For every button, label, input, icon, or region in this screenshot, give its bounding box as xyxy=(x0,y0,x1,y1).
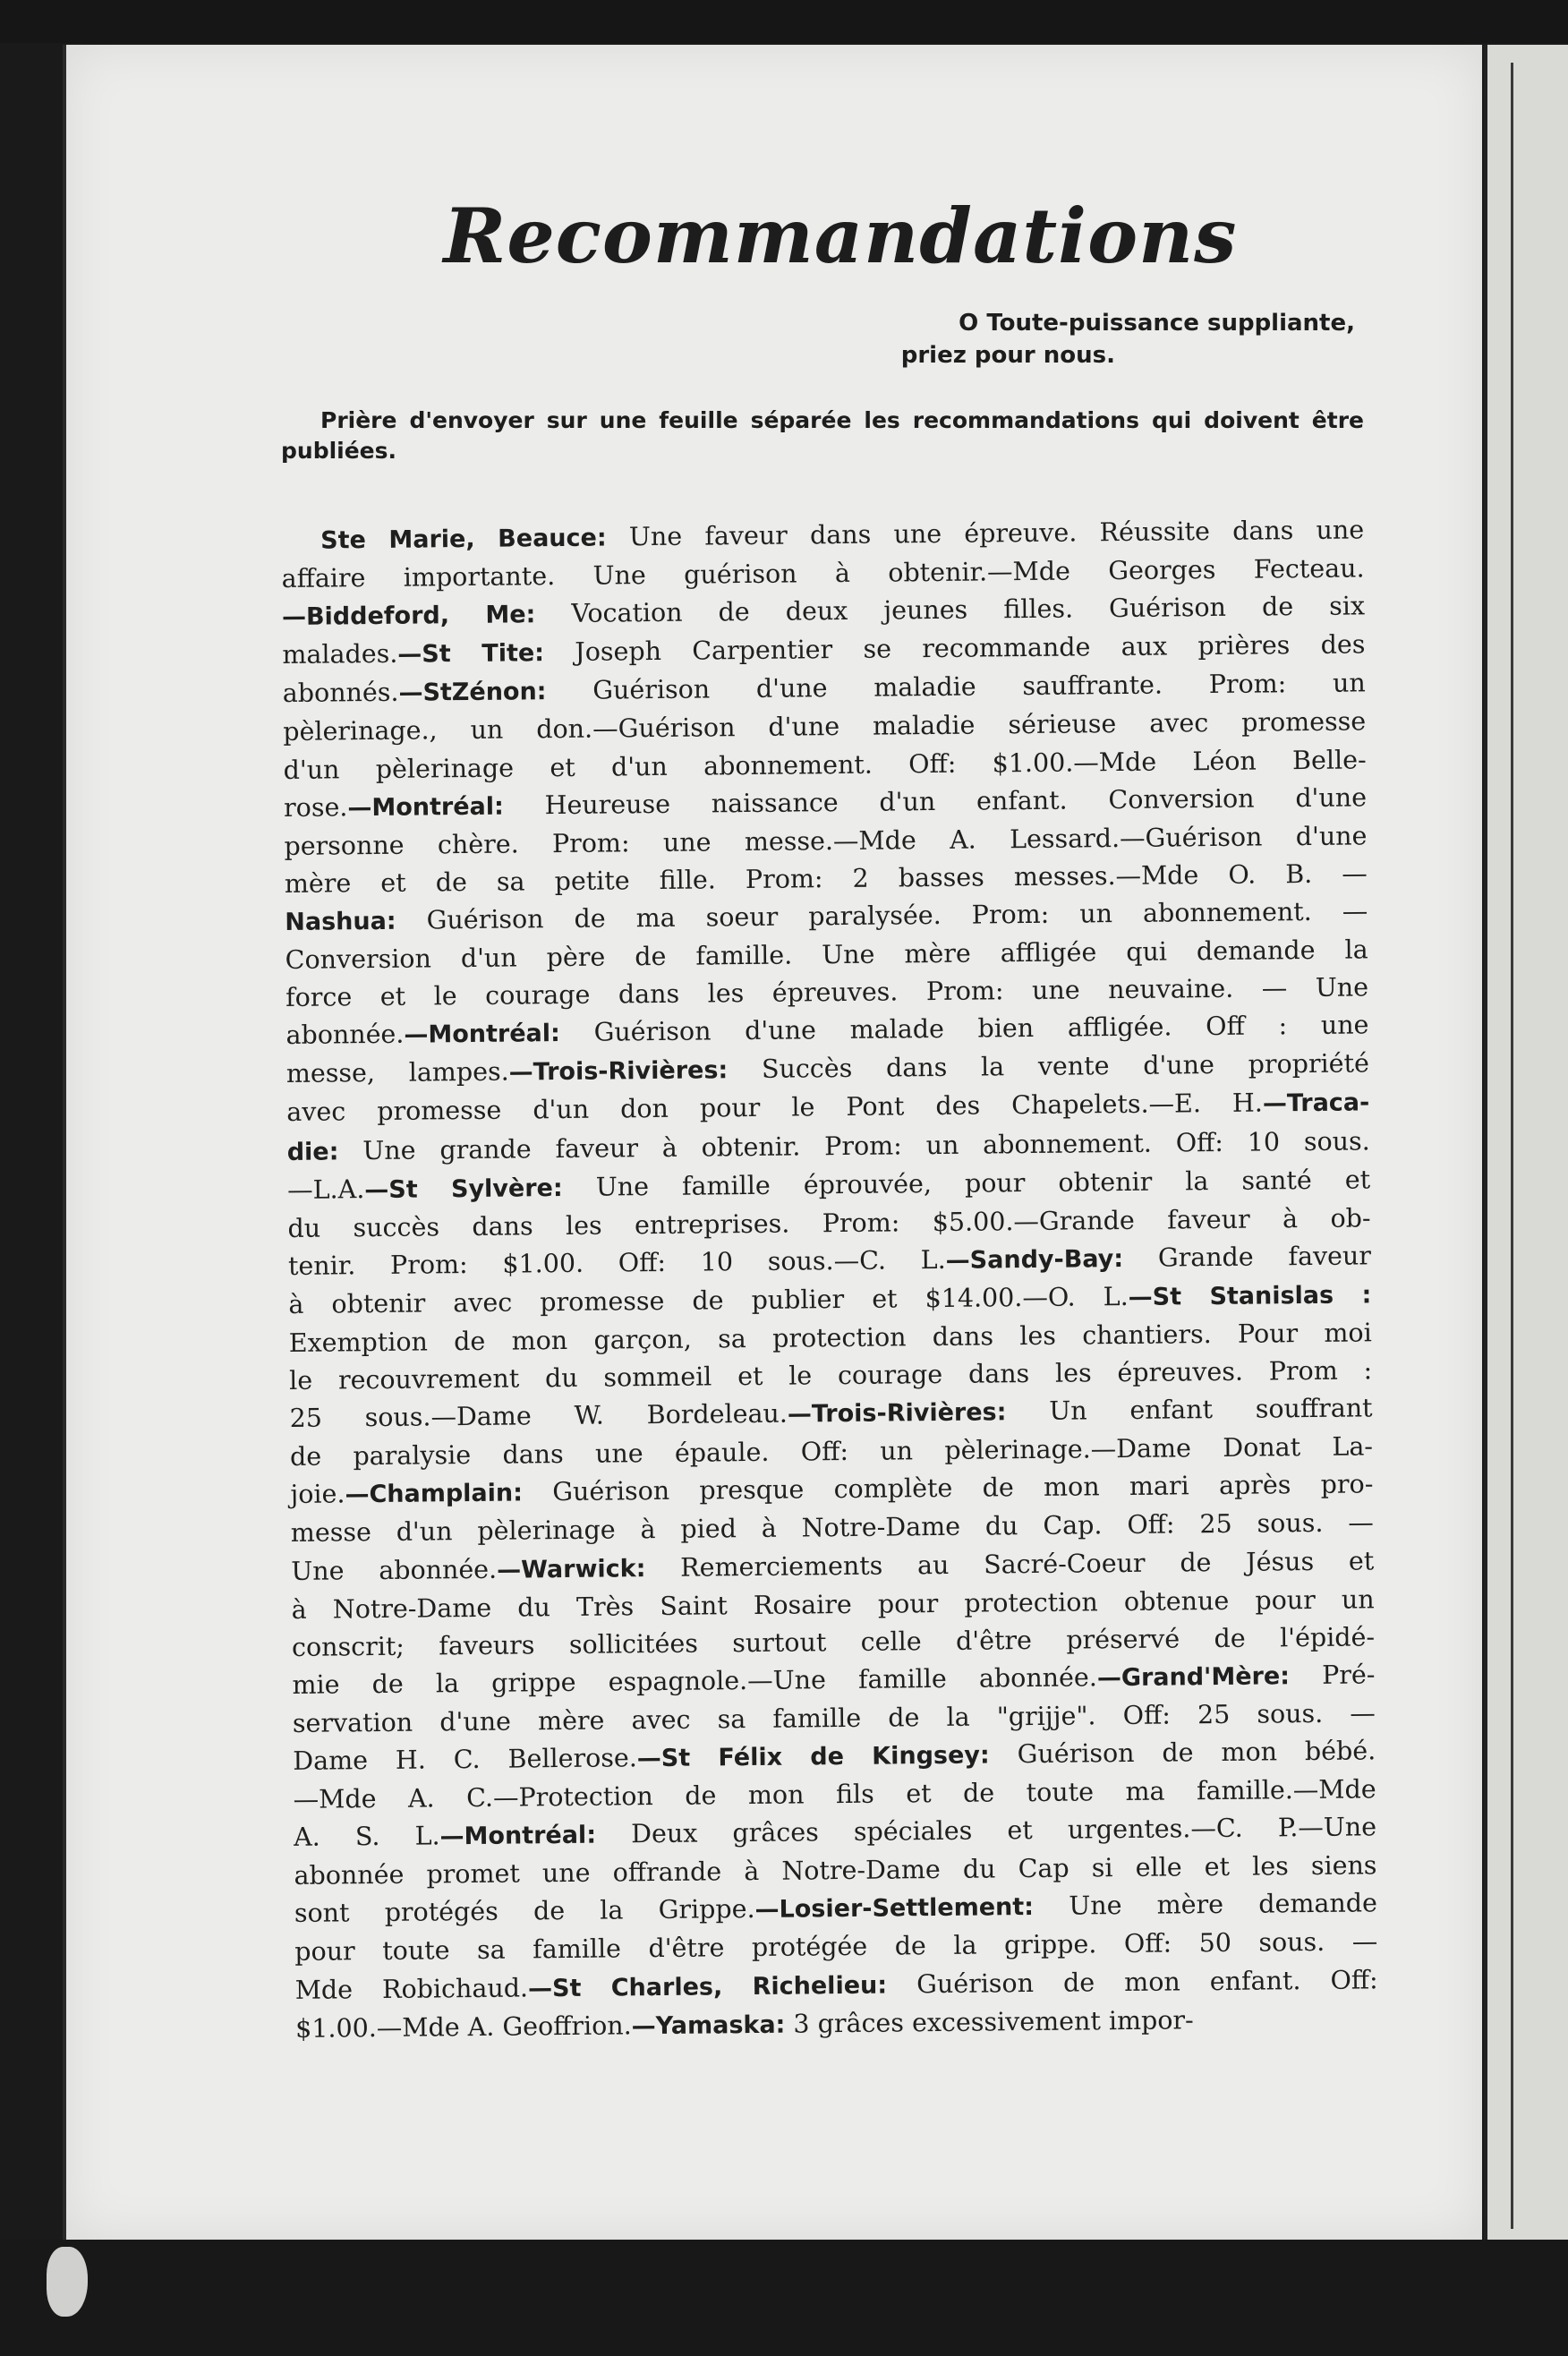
place-name: —Traca- xyxy=(1262,1088,1370,1118)
invocation xyxy=(281,307,1355,371)
recommendation-text: rose. xyxy=(283,791,348,823)
recommendation-text: mère et de sa petite fille. Prom: 2 basses messes.—Mde O. B. — xyxy=(284,858,1368,899)
place-name: —Warwick: xyxy=(497,1554,646,1584)
scan-top-border xyxy=(0,0,1568,43)
recommendation-text: Une abonnée. xyxy=(291,1554,498,1586)
recommendation-text: Guérison de mon enfant. Off: xyxy=(886,1964,1378,2000)
place-name: —Champlain: xyxy=(345,1479,524,1509)
place-name: —Montréal: xyxy=(439,1821,597,1851)
recommendation-text: pour toute sa famille d'être protégée de la grippe. Off: 50 sous. — xyxy=(294,1926,1378,1968)
recommendation-text: 3 grâces excessivement impor- xyxy=(785,2004,1194,2039)
place-name: —Trois-Rivières: xyxy=(787,1398,1007,1429)
recommendation-text: Une faveur dans une épreuve. Réussite dans une xyxy=(606,515,1365,552)
recommendation-text: abonnée promet une offrande à Notre-Dame du Cap si elle et les siens xyxy=(294,1850,1377,1891)
invocation-line-1: O Toute-puissance suppliante, xyxy=(959,310,1355,337)
page-content xyxy=(281,179,1378,2049)
recommendation-text: du succès dans les entreprises. Prom: $5.00.—Grande faveur à ob- xyxy=(287,1203,1371,1243)
recommendation-text: servation d'une mère avec sa famille de la "grijje". Off: 25 sous. — xyxy=(292,1698,1376,1738)
place-name: —Grand'Mère: xyxy=(1096,1662,1291,1693)
recommendation-text: Remerciements au Sacré-Coeur de Jésus et xyxy=(645,1545,1375,1583)
recommendation-text: Guérison de mon bébé. xyxy=(989,1736,1376,1770)
recommendation-text: affaire importante. Une guérison à obtenir.—Mde Georges Fecteau. xyxy=(281,553,1365,594)
recommendation-text: Dame H. C. Bellerose. xyxy=(293,1743,637,1776)
place-name: —St Stanislas : xyxy=(1128,1281,1372,1311)
adjacent-page-edge xyxy=(1484,45,1568,2240)
place-name: —Montréal: xyxy=(347,792,505,822)
adjacent-page-rule xyxy=(1511,63,1513,2229)
recommendation-text: d'un pèlerinage et d'un abonnement. Off: $1.00.—Mde Léon Belle- xyxy=(283,744,1367,785)
recommendations-body xyxy=(281,511,1378,2048)
recommendation-text: pèlerinage., un don.—Guérison d'une maladie sérieuse avec promesse xyxy=(283,706,1367,747)
recommendation-text: à Notre-Dame du Très Saint Rosaire pour protection obtenue pour un xyxy=(291,1583,1375,1625)
recommendation-text: Une grande faveur à obtenir. Prom: un abonnement. Off: 10 sous. xyxy=(338,1125,1370,1165)
place-name: Ste Marie, Beauce: xyxy=(320,524,607,555)
recommendation-text: Un enfant souffrant xyxy=(1006,1393,1373,1427)
place-name: —St Tite: xyxy=(397,639,545,670)
place-name: —Losier-Settlement: xyxy=(754,1893,1035,1925)
recommendation-text: Heureuse naissance d'un enfant. Conversion d'une xyxy=(503,782,1368,821)
submission-request: Prière d'envoyer sur une feuille séparée les recommandations qui doivent être publiées. xyxy=(281,407,1364,464)
recommendation-text: personne chère. Prom: une messe.—Mde A. Lessard.—Guérison d'une xyxy=(284,821,1368,861)
recommendation-text: Une famille éprouvée, pour obtenir la santé et xyxy=(562,1164,1371,1202)
recommendation-text: joie. xyxy=(290,1479,345,1510)
recommendation-text: conscrit; faveurs sollicitées surtout celle d'être préservé de l'épidé- xyxy=(291,1622,1376,1662)
recommendation-text: Une mère demande xyxy=(1033,1888,1378,1922)
recommendation-text: de paralysie dans une épaule. Off: un pèlerinage.—Dame Donat La- xyxy=(289,1431,1374,1472)
recommendation-text: $1.00.—Mde A. Geoffrion. xyxy=(294,2010,632,2044)
recommendation-text: malades. xyxy=(282,639,398,670)
place-name: —Yamaska: xyxy=(631,2010,786,2040)
page-title: Recommandations xyxy=(443,192,1238,280)
document-page xyxy=(63,45,1482,2240)
recommendation-text: Exemption de mon garçon, sa protection dans les chantiers. Pour moi xyxy=(288,1318,1372,1358)
recommendation-text: Succès dans la vente d'une propriété xyxy=(728,1048,1370,1085)
recommendation-text: force et le courage dans les épreuves. Prom: une neuvaine. — Une xyxy=(285,972,1369,1013)
recommendation-text: A. S. L. xyxy=(293,1821,440,1853)
place-name: —St Sylvère: xyxy=(364,1174,563,1204)
recommendation-text: Conversion d'un père de famille. Une mère affligée qui demande la xyxy=(285,935,1368,976)
recommendation-text: à obtenir avec promesse de publier et $14.00.—O. L. xyxy=(288,1281,1129,1319)
place-name: —St Charles, Richelieu: xyxy=(527,1971,888,2002)
recommendation-text: mie de la grippe espagnole.—Une famille abonnée. xyxy=(292,1662,1098,1700)
place-name: —St Félix de Kingsey: xyxy=(636,1741,990,1773)
scan-bottom-border xyxy=(0,2240,1568,2356)
recommendation-text: Grande faveur xyxy=(1122,1241,1372,1273)
recommendation-text: messe, lampes. xyxy=(285,1056,509,1089)
recommendation-text: Guérison d'une malade bien affligée. Off : une xyxy=(559,1010,1369,1048)
recommendation-text: le recouvrement du sommeil et le courage dans les épreuves. Prom : xyxy=(289,1355,1373,1396)
recommendation-text: Deux grâces spéciales et urgentes.—C. P.—Une xyxy=(595,1812,1377,1849)
recommendation-text: —Mde A. C.—Protection de mon fils et de toute ma famille.—Mde xyxy=(293,1774,1376,1815)
recommendation-text: Mde Robichaud. xyxy=(294,1972,529,2005)
recommendation-text: Guérison d'une maladie sauffrante. Prom: un xyxy=(546,668,1366,706)
recommendation-text: abonnés. xyxy=(282,678,399,709)
recommendation-text: Guérison de ma soeur paralysée. Prom: un abonnement. — xyxy=(396,896,1368,935)
recommendation-text: 25 sous.—Dame W. Bordeleau. xyxy=(289,1398,788,1434)
place-name: die: xyxy=(286,1137,339,1166)
recommendation-text: avec promesse d'un don pour le Pont des Chapelets.—E. H. xyxy=(286,1088,1264,1128)
recommendation-text: —L.A. xyxy=(287,1174,365,1205)
place-name: —Trois-Rivières: xyxy=(508,1056,729,1087)
place-name: —Montréal: xyxy=(404,1020,561,1049)
invocation-line-2: priez pour nous. xyxy=(900,342,1115,369)
recommendation-text: Guérison presque complète de mon mari après pro- xyxy=(522,1469,1374,1507)
place-name: —StZénon: xyxy=(398,678,547,708)
recommendation-text: Vocation de deux jeunes filles. Guérison de six xyxy=(535,591,1366,629)
recommendation-text: tenir. Prom: $1.00. Off: 10 sous.—C. L. xyxy=(287,1244,946,1281)
place-name: —Biddeford, Me: xyxy=(281,601,536,632)
place-name: Nashua: xyxy=(285,907,396,936)
recommendation-text: Joseph Carpentier se recommande aux prières des xyxy=(543,629,1366,668)
recommendation-text: abonnée. xyxy=(285,1019,405,1051)
place-name: —Sandy-Bay: xyxy=(945,1244,1124,1275)
film-mark xyxy=(47,2247,88,2317)
recommendation-text: sont protégés de la Grippe. xyxy=(294,1894,755,1929)
recommendation-text: Pré- xyxy=(1289,1660,1376,1691)
recommendation-text: messe d'un pèlerinage à pied à Notre-Dame du Cap. Off: 25 sous. — xyxy=(290,1507,1374,1549)
